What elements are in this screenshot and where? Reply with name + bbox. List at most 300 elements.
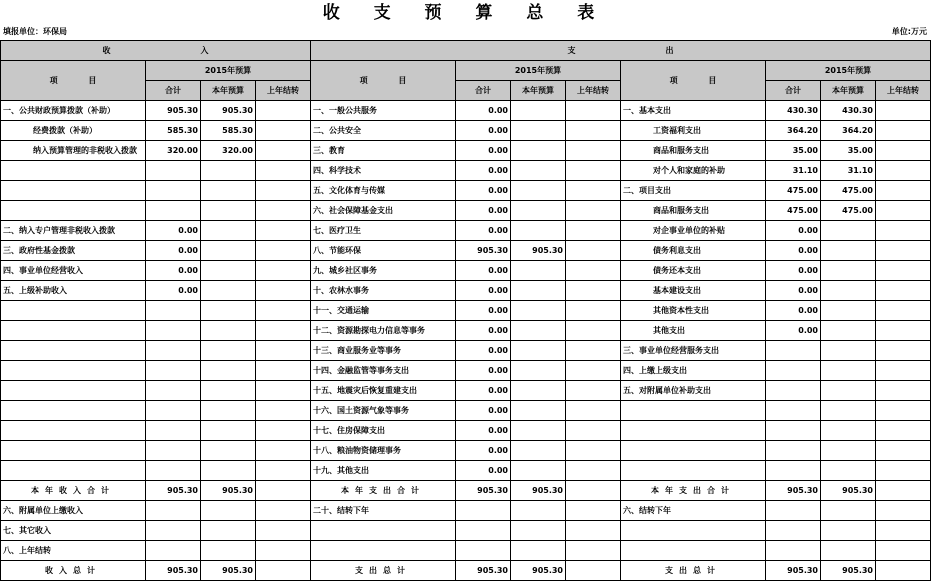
value-cell [201, 221, 256, 241]
value-cell [821, 361, 876, 381]
value-cell [256, 161, 311, 181]
item-cell [1, 401, 146, 421]
item-cell: 基本建设支出 [621, 281, 766, 301]
current-header: 本年预算 [821, 81, 876, 101]
total-row [1, 481, 931, 501]
item-cell [1, 381, 146, 401]
value-cell: 35.00 [821, 141, 876, 161]
item-cell: 商品和服务支出 [621, 141, 766, 161]
table-row [1, 441, 931, 461]
value-cell [146, 321, 201, 341]
value-cell [766, 461, 821, 481]
value-cell: 0.00 [766, 321, 821, 341]
value-cell [821, 321, 876, 341]
income-item-header: 项 目 [1, 61, 146, 101]
table-row [1, 121, 931, 141]
value-cell: 475.00 [766, 181, 821, 201]
value-cell [146, 361, 201, 381]
value-cell: 0.00 [146, 261, 201, 281]
value-cell: 905.30 [146, 561, 201, 581]
table-row [1, 501, 931, 521]
value-cell [256, 381, 311, 401]
table-row [1, 281, 931, 301]
income-budget-year-header: 2015年预算 [146, 61, 311, 81]
value-cell [511, 301, 566, 321]
page-title: 收 支 预 算 总 表 [322, 3, 609, 23]
value-cell [201, 161, 256, 181]
value-cell [256, 281, 311, 301]
item-cell: 支出总计 [311, 561, 456, 581]
value-cell: 475.00 [821, 201, 876, 221]
value-cell [511, 361, 566, 381]
table-row [1, 181, 931, 201]
value-cell: 905.30 [511, 481, 566, 501]
value-cell [201, 541, 256, 561]
value-cell: 0.00 [766, 241, 821, 261]
value-cell [511, 541, 566, 561]
value-cell: 475.00 [821, 181, 876, 201]
item-cell: 四、上缴上级支出 [621, 361, 766, 381]
item-cell: 十一、交通运输 [311, 301, 456, 321]
value-cell [766, 441, 821, 461]
item-cell: 十六、国土资源气象等事务 [311, 401, 456, 421]
value-cell [146, 501, 201, 521]
item-cell [621, 401, 766, 421]
total-row [1, 561, 931, 581]
value-cell: 320.00 [146, 141, 201, 161]
item-cell: 四、事业单位经营收入 [1, 261, 146, 281]
expense-item-header: 项 目 [311, 61, 456, 101]
value-cell [821, 501, 876, 521]
item-cell: 二、项目支出 [621, 181, 766, 201]
value-cell [876, 361, 931, 381]
item-cell: 债务还本支出 [621, 261, 766, 281]
expense2-item-header: 项 目 [621, 61, 766, 101]
value-cell [876, 181, 931, 201]
value-cell: 430.30 [821, 101, 876, 121]
value-cell: 0.00 [146, 221, 201, 241]
value-cell [256, 541, 311, 561]
value-cell [256, 221, 311, 241]
income-section-header: 收 入 [1, 41, 311, 61]
item-cell [621, 441, 766, 461]
item-cell: 八、节能环保 [311, 241, 456, 261]
item-cell: 五、上级补助收入 [1, 281, 146, 301]
value-cell: 0.00 [456, 281, 511, 301]
item-cell [1, 421, 146, 441]
value-cell [146, 421, 201, 441]
value-cell [511, 141, 566, 161]
item-cell: 其他支出 [621, 321, 766, 341]
value-cell: 905.30 [201, 481, 256, 501]
table-row [1, 241, 931, 261]
total-header: 合计 [766, 81, 821, 101]
value-cell: 905.30 [201, 561, 256, 581]
item-cell: 纳入预算管理的非税收入拨款 [1, 141, 146, 161]
value-cell [511, 501, 566, 521]
item-cell: 三、政府性基金拨款 [1, 241, 146, 261]
value-cell [566, 481, 621, 501]
total-header: 合计 [146, 81, 201, 101]
value-cell [766, 501, 821, 521]
value-cell [766, 361, 821, 381]
value-cell: 35.00 [766, 141, 821, 161]
value-cell: 0.00 [456, 401, 511, 421]
item-cell: 五、对附属单位补助支出 [621, 381, 766, 401]
budget-table [0, 40, 931, 581]
value-cell [511, 161, 566, 181]
item-cell: 七、其它收入 [1, 521, 146, 541]
value-cell [511, 381, 566, 401]
value-cell: 0.00 [146, 241, 201, 261]
value-cell: 905.30 [766, 481, 821, 501]
item-cell: 工资福利支出 [621, 121, 766, 141]
value-cell [511, 221, 566, 241]
value-cell [256, 401, 311, 421]
value-cell [256, 441, 311, 461]
section-header-row [1, 41, 931, 61]
value-cell [511, 461, 566, 481]
value-cell: 0.00 [456, 121, 511, 141]
item-cell: 本年收入合计 [1, 481, 146, 501]
value-cell: 430.30 [766, 101, 821, 121]
value-cell: 905.30 [146, 481, 201, 501]
value-cell [256, 521, 311, 541]
value-cell [876, 281, 931, 301]
value-cell [201, 421, 256, 441]
item-cell [1, 361, 146, 381]
value-cell [146, 441, 201, 461]
value-cell: 0.00 [456, 381, 511, 401]
value-cell [766, 341, 821, 361]
value-cell [821, 521, 876, 541]
table-row [1, 321, 931, 341]
value-cell [876, 441, 931, 461]
value-cell: 0.00 [456, 181, 511, 201]
value-cell [566, 401, 621, 421]
value-cell [146, 521, 201, 541]
value-cell [766, 421, 821, 441]
total-header: 合计 [456, 81, 511, 101]
value-cell [201, 341, 256, 361]
value-cell: 31.10 [766, 161, 821, 181]
value-cell [256, 341, 311, 361]
item-cell: 七、医疗卫生 [311, 221, 456, 241]
value-cell: 0.00 [456, 141, 511, 161]
value-cell: 905.30 [456, 561, 511, 581]
value-cell: 320.00 [201, 141, 256, 161]
value-cell: 364.20 [821, 121, 876, 141]
value-cell: 364.20 [766, 121, 821, 141]
value-cell [256, 361, 311, 381]
value-cell [821, 301, 876, 321]
table-row [1, 401, 931, 421]
value-cell: 0.00 [456, 301, 511, 321]
item-cell: 一、基本支出 [621, 101, 766, 121]
item-cell: 收入总计 [1, 561, 146, 581]
item-cell [621, 521, 766, 541]
value-cell [566, 501, 621, 521]
value-cell: 905.30 [456, 241, 511, 261]
value-cell [876, 381, 931, 401]
value-cell [256, 321, 311, 341]
item-cell: 本年支出合计 [311, 481, 456, 501]
value-cell: 905.30 [146, 101, 201, 121]
carryover-header: 上年结转 [256, 81, 311, 101]
item-cell: 五、文化体育与传媒 [311, 181, 456, 201]
value-cell [146, 341, 201, 361]
value-cell: 0.00 [456, 161, 511, 181]
item-cell: 九、城乡社区事务 [311, 261, 456, 281]
table-row [1, 361, 931, 381]
value-cell: 0.00 [456, 201, 511, 221]
value-cell [766, 381, 821, 401]
value-cell [256, 461, 311, 481]
value-cell [566, 341, 621, 361]
value-cell [146, 381, 201, 401]
table-row [1, 261, 931, 281]
currency-unit: 单位:万元 [891, 27, 927, 36]
value-cell: 0.00 [456, 421, 511, 441]
value-cell: 0.00 [456, 221, 511, 241]
value-cell [876, 221, 931, 241]
value-cell [821, 541, 876, 561]
value-cell [256, 241, 311, 261]
value-cell [146, 541, 201, 561]
table-row [1, 101, 931, 121]
value-cell [821, 401, 876, 421]
value-cell [201, 381, 256, 401]
value-cell: 31.10 [821, 161, 876, 181]
value-cell: 0.00 [456, 461, 511, 481]
item-cell [311, 541, 456, 561]
item-cell [1, 461, 146, 481]
value-cell [876, 261, 931, 281]
item-cell [621, 541, 766, 561]
value-cell [566, 281, 621, 301]
value-cell: 0.00 [766, 301, 821, 321]
value-cell [876, 461, 931, 481]
value-cell [201, 181, 256, 201]
value-cell: 585.30 [201, 121, 256, 141]
item-cell: 二、纳入专户管理非税收入拨款 [1, 221, 146, 241]
table-row [1, 421, 931, 441]
item-cell [1, 201, 146, 221]
value-cell [566, 361, 621, 381]
value-cell [201, 521, 256, 541]
value-cell [821, 281, 876, 301]
item-cell: 经费拨款（补助） [1, 121, 146, 141]
value-cell [256, 121, 311, 141]
value-cell [511, 201, 566, 221]
value-cell: 0.00 [456, 441, 511, 461]
value-cell [146, 401, 201, 421]
table-row [1, 161, 931, 181]
value-cell [511, 181, 566, 201]
value-cell [146, 181, 201, 201]
value-cell [201, 201, 256, 221]
value-cell [876, 541, 931, 561]
value-cell [876, 561, 931, 581]
value-cell [511, 281, 566, 301]
value-cell [876, 341, 931, 361]
value-cell [566, 221, 621, 241]
value-cell: 0.00 [766, 261, 821, 281]
value-cell [146, 301, 201, 321]
value-cell [256, 181, 311, 201]
value-cell [256, 201, 311, 221]
value-cell [511, 401, 566, 421]
value-cell [876, 481, 931, 501]
value-cell [566, 541, 621, 561]
item-cell: 一、一般公共服务 [311, 101, 456, 121]
value-cell [456, 521, 511, 541]
current-header: 本年预算 [511, 81, 566, 101]
item-cell [1, 181, 146, 201]
value-cell [821, 441, 876, 461]
value-cell [511, 121, 566, 141]
value-cell [256, 501, 311, 521]
value-cell [821, 241, 876, 261]
value-cell [511, 341, 566, 361]
item-cell: 对企事业单位的补贴 [621, 221, 766, 241]
table-row [1, 461, 931, 481]
value-cell [201, 241, 256, 261]
value-cell [566, 301, 621, 321]
item-cell: 二十、结转下年 [311, 501, 456, 521]
value-cell [201, 301, 256, 321]
item-cell: 十九、其他支出 [311, 461, 456, 481]
value-cell [566, 461, 621, 481]
value-cell: 0.00 [146, 281, 201, 301]
value-cell [566, 181, 621, 201]
item-cell: 其他资本性支出 [621, 301, 766, 321]
value-cell: 905.30 [766, 561, 821, 581]
value-cell [766, 521, 821, 541]
value-cell [511, 101, 566, 121]
item-cell: 债务利息支出 [621, 241, 766, 261]
item-cell: 十、农林水事务 [311, 281, 456, 301]
value-cell: 0.00 [766, 281, 821, 301]
value-cell [876, 501, 931, 521]
table-row [1, 221, 931, 241]
value-cell: 0.00 [456, 341, 511, 361]
value-cell [566, 101, 621, 121]
item-cell [621, 461, 766, 481]
value-cell [256, 301, 311, 321]
value-cell: 905.30 [821, 561, 876, 581]
carryover-header: 上年结转 [876, 81, 931, 101]
value-cell [511, 421, 566, 441]
item-cell [621, 421, 766, 441]
value-cell [876, 161, 931, 181]
value-cell [566, 441, 621, 461]
value-cell [766, 541, 821, 561]
value-cell [821, 381, 876, 401]
value-cell [146, 161, 201, 181]
item-cell: 一、公共财政预算拨款（补助） [1, 101, 146, 121]
value-cell [566, 201, 621, 221]
item-cell: 六、社会保障基金支出 [311, 201, 456, 221]
item-cell: 本年支出合计 [621, 481, 766, 501]
value-cell [256, 561, 311, 581]
value-cell [821, 221, 876, 241]
value-cell [201, 261, 256, 281]
value-cell [566, 241, 621, 261]
value-cell: 475.00 [766, 201, 821, 221]
value-cell [256, 481, 311, 501]
item-cell [1, 161, 146, 181]
value-cell [566, 161, 621, 181]
item-cell: 十八、粮油物资储理事务 [311, 441, 456, 461]
value-cell [511, 321, 566, 341]
value-cell: 0.00 [456, 261, 511, 281]
value-cell [146, 201, 201, 221]
value-cell [821, 421, 876, 441]
value-cell: 0.00 [766, 221, 821, 241]
item-cell: 十二、资源勘探电力信息等事务 [311, 321, 456, 341]
value-cell [766, 401, 821, 421]
table-row [1, 341, 931, 361]
carryover-header: 上年结转 [566, 81, 621, 101]
value-cell: 0.00 [456, 101, 511, 121]
value-cell: 905.30 [511, 561, 566, 581]
value-cell: 0.00 [456, 361, 511, 381]
value-cell [566, 321, 621, 341]
value-cell [566, 261, 621, 281]
item-cell [1, 301, 146, 321]
value-cell [821, 261, 876, 281]
item-cell: 四、科学技术 [311, 161, 456, 181]
value-cell [201, 461, 256, 481]
value-cell [876, 201, 931, 221]
item-cell: 三、教育 [311, 141, 456, 161]
value-cell [456, 541, 511, 561]
table-row [1, 521, 931, 541]
value-cell [876, 301, 931, 321]
current-header: 本年预算 [201, 81, 256, 101]
value-cell [511, 521, 566, 541]
column-header-row-1 [1, 61, 931, 81]
value-cell [201, 501, 256, 521]
item-cell: 十七、住房保障支出 [311, 421, 456, 441]
value-cell [201, 281, 256, 301]
table-row [1, 541, 931, 561]
value-cell [201, 361, 256, 381]
value-cell [821, 461, 876, 481]
value-cell [566, 381, 621, 401]
value-cell [566, 141, 621, 161]
value-cell [201, 441, 256, 461]
value-cell [876, 401, 931, 421]
value-cell [256, 421, 311, 441]
value-cell [876, 101, 931, 121]
table-row [1, 201, 931, 221]
value-cell [566, 521, 621, 541]
value-cell [876, 321, 931, 341]
reporting-unit: 填报单位：环保局 [3, 27, 67, 36]
value-cell [876, 121, 931, 141]
expense-section-header: 支 出 [311, 41, 931, 61]
value-cell [256, 101, 311, 121]
item-cell: 十四、金融监管等事务支出 [311, 361, 456, 381]
expense2-budget-year-header: 2015年预算 [766, 61, 931, 81]
value-cell: 905.30 [821, 481, 876, 501]
value-cell [146, 461, 201, 481]
value-cell: 905.30 [201, 101, 256, 121]
value-cell [511, 261, 566, 281]
item-cell: 三、事业单位经营服务支出 [621, 341, 766, 361]
